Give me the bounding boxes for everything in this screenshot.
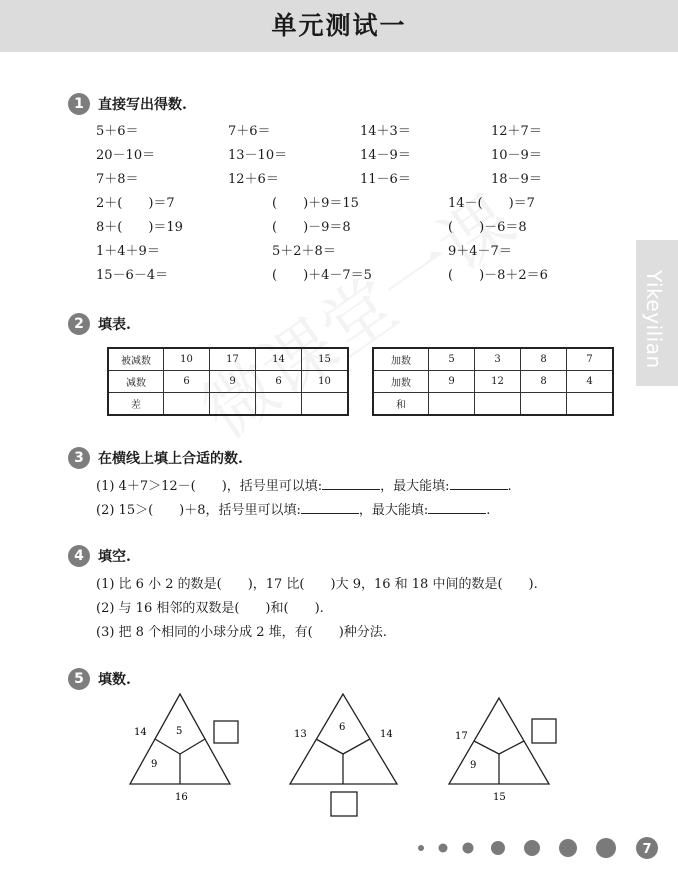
q3-line-2 (96, 499, 490, 518)
table-cell: 9 (429, 371, 475, 393)
calc-item: 7＋8＝ (96, 172, 139, 187)
table-cell: 6 (256, 371, 302, 393)
triangle-3-left-label: 17 (455, 731, 468, 742)
calc-item: 14－( )＝7 (448, 196, 535, 211)
side-tab-text: Yikeyilian (642, 270, 666, 369)
subtraction-table (107, 347, 349, 416)
table-cell: 3 (475, 348, 521, 371)
answer-blank[interactable] (428, 501, 486, 514)
calc-item: 18－9＝ (491, 172, 542, 187)
q4-line-2: (2) 与 16 相邻的双数是( )和( ). (96, 601, 324, 616)
calc-item: 8＋( )＝19 (96, 220, 183, 235)
answer-blank[interactable] (450, 477, 508, 490)
triangle-1-divider (180, 739, 205, 754)
answer-cell[interactable] (164, 393, 210, 416)
calc-item: 15－6－4＝ (96, 268, 169, 283)
answer-cell[interactable] (210, 393, 256, 416)
section-2-title: 填表. (98, 317, 131, 333)
table-header-cell: 减数 (108, 371, 164, 393)
triangle-1-top-value: 5 (176, 726, 183, 737)
calc-item: ( )－6＝8 (448, 220, 527, 235)
answer-cell[interactable] (256, 393, 302, 416)
triangle-2-left-label: 13 (294, 729, 307, 740)
table-cell: 14 (256, 348, 302, 371)
answer-cell[interactable] (567, 393, 614, 416)
table-cell: 8 (521, 371, 567, 393)
calc-item: 1＋4＋9＝ (96, 244, 160, 259)
page-header (0, 0, 678, 52)
page-title: 单元测试一 (271, 11, 407, 40)
triangle-1-inner-value: 9 (151, 759, 158, 770)
triangles-figure (0, 690, 678, 820)
answer-cell[interactable] (302, 393, 349, 416)
q3-line-2-end: . (486, 503, 491, 518)
triangle-2-divider (316, 739, 343, 754)
section-4-number: 4 (68, 545, 90, 567)
addition-table (372, 347, 614, 416)
calc-item: 9＋4－7＝ (448, 244, 512, 259)
calc-item: 11－6＝ (360, 172, 411, 187)
footer-dot (463, 843, 474, 854)
table-cell: 8 (521, 348, 567, 371)
footer-dot (596, 838, 616, 858)
triangle-3-top-answer-box[interactable] (491, 716, 511, 736)
calc-item: 2＋( )＝7 (96, 196, 175, 211)
table-header-cell: 加数 (373, 348, 429, 371)
answer-cell[interactable] (475, 393, 521, 416)
section-1-heading (68, 93, 187, 115)
calc-item: ( )＋4－7＝5 (272, 268, 372, 283)
calc-item: ( )＋9＝15 (272, 196, 359, 211)
q4-line-3: (3) 把 8 个相同的小球分成 2 堆，有( )种分法. (96, 625, 387, 640)
calc-item: 14＋3＝ (360, 124, 411, 139)
answer-blank[interactable] (322, 477, 380, 490)
answer-cell[interactable] (521, 393, 567, 416)
triangle-3-divider (474, 741, 499, 754)
answer-blank[interactable] (301, 501, 359, 514)
q4-line-1: (1) 比 6 小 2 的数是( )，17 比( )大 9，16 和 18 中间的数是( ). (96, 577, 538, 592)
footer-dot (418, 845, 424, 851)
table-cell: 12 (475, 371, 521, 393)
section-5-number: 5 (68, 668, 90, 690)
triangle-2 (290, 694, 397, 816)
triangle-2-divider (343, 739, 370, 754)
calc-item: 10－9＝ (491, 148, 542, 163)
section-5-heading (68, 668, 131, 690)
calc-item: 13－10＝ (228, 148, 288, 163)
section-2-number: 2 (68, 313, 90, 335)
calc-item: ( )－8＋2＝6 (448, 268, 548, 283)
calc-item: ( )－9＝8 (272, 220, 351, 235)
triangle-1-bottom-label: 16 (175, 792, 188, 803)
triangle-1-answer-box[interactable] (214, 721, 238, 743)
footer-dot (559, 839, 577, 857)
triangle-3-divider (499, 741, 524, 754)
calc-item: 14－9＝ (360, 148, 411, 163)
page-number: 7 (642, 842, 652, 857)
triangle-2-right-label: 14 (380, 729, 393, 740)
table-header-cell: 和 (373, 393, 429, 416)
table-cell: 7 (567, 348, 614, 371)
calc-item: 7＋6＝ (228, 124, 271, 139)
triangle-1-divider (155, 739, 180, 754)
calc-item: 5＋2＋8＝ (272, 244, 336, 259)
table-cell: 10 (164, 348, 210, 371)
answer-cell[interactable] (429, 393, 475, 416)
footer-dot (524, 840, 540, 856)
q3-line-1-mid: ，最大能填: (380, 479, 450, 494)
table-cell: 4 (567, 371, 614, 393)
triangle-2-top-value: 6 (339, 722, 346, 733)
section-4-heading (68, 545, 131, 567)
triangle-1-left-label: 14 (134, 727, 147, 738)
footer-dot (439, 844, 448, 853)
calc-item: 20－10＝ (96, 148, 156, 163)
table-header-cell: 加数 (373, 371, 429, 393)
q3-line-1 (96, 475, 512, 494)
table-cell: 6 (164, 371, 210, 393)
side-tab (636, 240, 678, 386)
triangle-2-answer-box[interactable] (331, 792, 357, 816)
table-cell: 17 (210, 348, 256, 371)
section-4-title: 填空. (98, 549, 131, 565)
footer-decoration (410, 836, 678, 860)
triangle-3-bottom-label: 15 (493, 792, 506, 803)
triangle-3-answer-box[interactable] (532, 719, 556, 743)
section-2-heading (68, 313, 131, 335)
section-3-heading (68, 447, 243, 469)
table-cell: 10 (302, 371, 349, 393)
calc-item: 12＋6＝ (228, 172, 279, 187)
calc-item: 5＋6＝ (96, 124, 139, 139)
table-header-cell: 差 (108, 393, 164, 416)
table-header-cell: 被减数 (108, 348, 164, 371)
section-1-title: 直接写出得数. (98, 97, 187, 113)
table-cell: 5 (429, 348, 475, 371)
section-5-title: 填数. (98, 672, 131, 688)
table-cell: 9 (210, 371, 256, 393)
calc-item: 12＋7＝ (491, 124, 542, 139)
footer-dot (491, 841, 505, 855)
q3-line-2-text: (2) 15＞( )＋8，括号里可以填: (96, 503, 301, 518)
triangle-3-inner-value: 9 (470, 760, 477, 771)
section-1-number: 1 (68, 93, 90, 115)
section-3-number: 3 (68, 447, 90, 469)
section-3-title: 在横线上填上合适的数. (98, 451, 243, 467)
q3-line-1-end: . (507, 479, 512, 494)
q3-line-2-mid: ，最大能填: (358, 503, 429, 518)
table-cell: 15 (302, 348, 349, 371)
q3-line-1-text: (1) 4＋7＞12－( )，括号里可以填: (96, 479, 323, 494)
triangle-1 (130, 694, 238, 784)
